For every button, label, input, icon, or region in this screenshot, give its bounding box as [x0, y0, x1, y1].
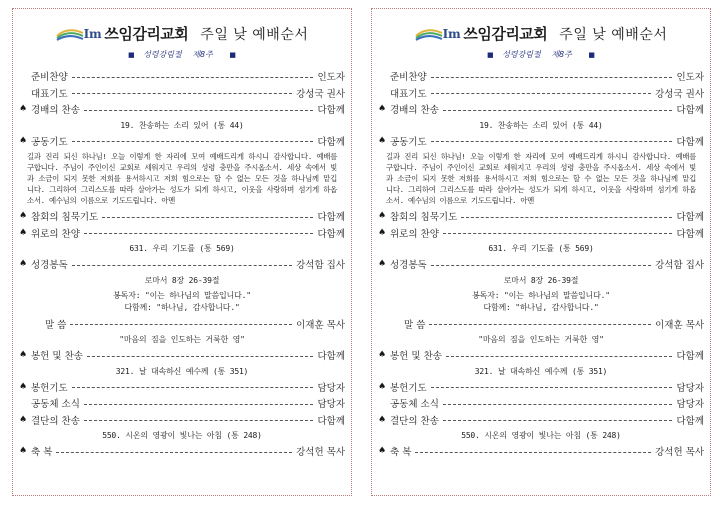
order-row [378, 101, 704, 118]
order-row [378, 256, 704, 273]
dotted-leader [461, 217, 672, 218]
hymn-line: 550. 시온의 영광이 빛나는 아침 (통 248) [461, 431, 621, 440]
spade-icon: ♠ [378, 381, 387, 392]
title-row [13, 23, 351, 44]
order-leader: 다함께 [676, 228, 704, 240]
bulletin-right [371, 8, 711, 496]
order-item: 대표기도 [31, 88, 68, 100]
dotted-leader [72, 387, 314, 388]
dotted-leader [72, 77, 314, 78]
order-item: 봉헌기도 [390, 382, 427, 394]
bulletin-header [13, 9, 351, 47]
dotted-leader [84, 404, 314, 405]
order-leader: 다함께 [676, 351, 704, 363]
dotted-leader [431, 387, 673, 388]
response-congregation: 다함께: "하나님, 감사합니다." [124, 302, 240, 312]
order-row [378, 225, 704, 242]
order-leader: 강석함 집사 [296, 260, 345, 272]
spade-icon: ♠ [19, 259, 28, 270]
scripture-reference: 로마서 8장 26-39절 [503, 275, 579, 285]
order-row [19, 395, 345, 412]
order-row [378, 208, 704, 225]
order-leader: 강성국 권사 [655, 88, 704, 100]
order-leader: 다함께 [676, 136, 704, 148]
order-row [19, 68, 345, 85]
order-row [378, 85, 704, 102]
order-item: 성경봉독 [31, 260, 68, 272]
order-item: 봉헌 및 찬송 [31, 351, 83, 363]
spade-icon: ♠ [19, 414, 28, 425]
square-bullet-icon: ■ [588, 51, 596, 59]
order-item: 대표기도 [390, 88, 427, 100]
bulletin-header [372, 9, 710, 47]
order-row [378, 379, 704, 396]
church-logo [415, 27, 461, 41]
order-row [19, 101, 345, 118]
order-item: 축 복 [390, 447, 412, 459]
order-item: 결단의 찬송 [31, 415, 80, 427]
order-row [378, 412, 704, 429]
order-leader: 다함께 [676, 105, 704, 117]
spade-icon: ♠ [19, 446, 28, 457]
spade-icon: ♠ [19, 350, 28, 361]
order-row [378, 443, 704, 460]
service-title: 주일 낮 예배순서 [559, 26, 668, 43]
order-item: 성경봉독 [390, 260, 427, 272]
sermon-title: "마음의 짐을 인도하는 거룩한 영" [478, 335, 604, 344]
spade-icon: ♠ [378, 211, 387, 222]
order-item: 위로의 찬양 [31, 228, 80, 240]
order-leader: 다함께 [676, 415, 704, 427]
order-item: 봉헌기도 [31, 382, 68, 394]
spade-icon: ♠ [378, 259, 387, 270]
order-row [19, 208, 345, 225]
dotted-leader [84, 110, 314, 111]
hymn-line: 550. 시온의 영광이 빛나는 아침 (통 248) [102, 431, 262, 440]
dotted-leader [102, 217, 313, 218]
order-leader: 다함께 [317, 351, 345, 363]
order-item: 준비찬양 [31, 72, 68, 84]
response-reader: 봉독자: "이는 하나님의 말씀입니다." [472, 290, 610, 300]
bulletin-left [12, 8, 352, 496]
scripture-reference: 로마서 8장 26-39절 [144, 275, 220, 285]
order-leader: 인도자 [676, 72, 704, 84]
spade-icon: ♠ [378, 135, 387, 146]
order-row [19, 225, 345, 242]
order-item: 위로의 찬양 [390, 228, 439, 240]
order-row [19, 256, 345, 273]
order-leader: 담당자 [676, 382, 704, 394]
order-item: 경배의 찬송 [390, 105, 439, 117]
order-of-worship [372, 62, 710, 460]
hymn-line: 631. 우리 기도를 (통 569) [488, 244, 594, 253]
dotted-leader [415, 452, 651, 453]
dotted-leader [72, 141, 314, 142]
order-row [378, 68, 704, 85]
sermon-title: "마음의 짐을 인도하는 거룩한 영" [119, 335, 245, 344]
dotted-leader [431, 93, 651, 94]
order-item: 축 복 [31, 447, 53, 459]
dotted-leader [431, 265, 651, 266]
hymn-line: 321. 날 대속하신 예수께 (통 351) [474, 366, 608, 376]
order-row [19, 443, 345, 460]
order-item: 말 씀 [45, 319, 67, 331]
dotted-leader [446, 356, 673, 357]
dotted-leader [443, 404, 673, 405]
logo-swoosh-icon [415, 27, 443, 41]
order-row [378, 347, 704, 364]
order-item: 경배의 찬송 [31, 105, 80, 117]
order-leader: 이재훈 목사 [296, 319, 345, 331]
spade-icon: ♠ [378, 227, 387, 238]
logo-text: Im [442, 26, 461, 41]
logo-swoosh-icon [56, 27, 84, 41]
dotted-leader [72, 93, 292, 94]
order-of-worship [13, 62, 351, 460]
order-row [19, 85, 345, 102]
order-leader: 강성국 권사 [296, 88, 345, 100]
order-leader: 담당자 [317, 382, 345, 394]
square-bullet-icon: ■ [127, 51, 135, 59]
title-row [372, 23, 710, 44]
order-row [19, 379, 345, 396]
order-leader: 다함께 [317, 212, 345, 224]
order-row [19, 347, 345, 364]
order-leader: 인도자 [317, 72, 345, 84]
square-bullet-icon: ■ [486, 51, 494, 59]
order-leader: 다함께 [317, 105, 345, 117]
order-item: 준비찬양 [390, 72, 427, 84]
season-label: 성령강림절 [502, 50, 541, 59]
square-bullet-icon: ■ [229, 51, 237, 59]
dotted-leader [431, 77, 673, 78]
dotted-leader [443, 420, 673, 421]
spade-icon: ♠ [19, 227, 28, 238]
season-row [13, 48, 351, 62]
order-item: 봉헌 및 찬송 [390, 351, 442, 363]
order-row [19, 316, 345, 333]
order-item: 말 씀 [404, 319, 426, 331]
hymn-line: 19. 찬송하는 소리 있어 (통 44) [479, 120, 603, 130]
spade-icon: ♠ [378, 414, 387, 425]
dotted-leader [87, 356, 314, 357]
order-leader: 다함께 [317, 228, 345, 240]
logo-text: Im [83, 26, 102, 41]
dotted-leader [72, 265, 292, 266]
spade-icon: ♠ [19, 135, 28, 146]
order-leader: 강석함 집사 [655, 260, 704, 272]
spade-icon: ♠ [378, 446, 387, 457]
order-item: 결단의 찬송 [390, 415, 439, 427]
order-leader: 다함께 [676, 212, 704, 224]
dotted-leader [84, 233, 314, 234]
order-row [378, 133, 704, 150]
dotted-leader [443, 110, 673, 111]
order-leader: 강석헌 목사 [655, 447, 704, 459]
season-label: 성령강림절 [143, 50, 182, 59]
dotted-leader [429, 324, 651, 325]
order-leader: 담당자 [317, 399, 345, 411]
order-item: 공동체 소식 [390, 399, 439, 411]
order-item: 공동기도 [390, 136, 427, 148]
prayer-text: 길과 진리 되신 하나님! 오늘 이렇게 한 자리에 모여 예배드리게 하시니 감사합니다. 예배를 구합니다. 주님이 주인이신 교회로 세워지고 우리의 성령 충만을 주시옵소서. 세상 속에서 빛과 소금이 되지 못한 저희를 용서하시고 저희 힘으로는 할 수 없는 모든 것을 하나님께 맡깁니다. 그리하여 그리스도를 따라 살아가는 성도가 되게 하시고, 이웃을 사랑하며 섬기게 하옵소서. 예수님의 이름으로 기도드립니다. 아멘 [27, 152, 337, 205]
hymn-line: 19. 찬송하는 소리 있어 (통 44) [120, 120, 244, 130]
order-item: 참회의 침묵기도 [390, 212, 458, 224]
spade-icon: ♠ [19, 211, 28, 222]
dotted-leader [431, 141, 673, 142]
order-leader: 다함께 [317, 136, 345, 148]
service-title: 주일 낮 예배순서 [200, 26, 309, 43]
dotted-leader [70, 324, 292, 325]
dotted-leader [443, 233, 673, 234]
church-logo [56, 27, 102, 41]
church-name: 쓰임감리교회 [463, 25, 548, 43]
hymn-line: 321. 날 대속하신 예수께 (통 351) [115, 366, 249, 376]
order-item: 공동체 소식 [31, 399, 80, 411]
order-item: 공동기도 [31, 136, 68, 148]
dotted-leader [56, 452, 292, 453]
church-name: 쓰임감리교회 [104, 25, 189, 43]
spade-icon: ♠ [378, 350, 387, 361]
spade-icon: ♠ [378, 104, 387, 115]
prayer-text: 길과 진리 되신 하나님! 오늘 이렇게 한 자리에 모여 예배드리게 하시니 감사합니다. 예배를 구합니다. 주님이 주인이신 교회로 세워지고 우리의 성령 충만을 주시옵소서. 세상 속에서 빛과 소금이 되지 못한 저희를 용서하시고 저희 힘으로는 할 수 없는 모든 것을 하나님께 맡깁니다. 그리하여 그리스도를 따라 살아가는 성도가 되게 하시고, 이웃을 사랑하며 섬기게 하옵소서. 예수님의 이름으로 기도드립니다. 아멘 [386, 152, 696, 205]
hymn-line: 631. 우리 기도를 (통 569) [129, 244, 235, 253]
order-row [378, 316, 704, 333]
order-item: 참회의 침묵기도 [31, 212, 99, 224]
order-leader: 강석헌 목사 [296, 447, 345, 459]
spade-icon: ♠ [19, 381, 28, 392]
order-leader: 이재훈 목사 [655, 319, 704, 331]
dotted-leader [84, 420, 314, 421]
order-row [19, 133, 345, 150]
spade-icon: ♠ [19, 104, 28, 115]
response-congregation: 다함께: "하나님, 감사합니다." [483, 302, 599, 312]
order-row [378, 395, 704, 412]
week-label: 제8주 [192, 50, 213, 59]
season-row [372, 48, 710, 62]
week-label: 제8주 [551, 50, 572, 59]
order-row [19, 412, 345, 429]
response-reader: 봉독자: "이는 하나님의 말씀입니다." [113, 290, 251, 300]
order-leader: 다함께 [317, 415, 345, 427]
order-leader: 담당자 [676, 399, 704, 411]
